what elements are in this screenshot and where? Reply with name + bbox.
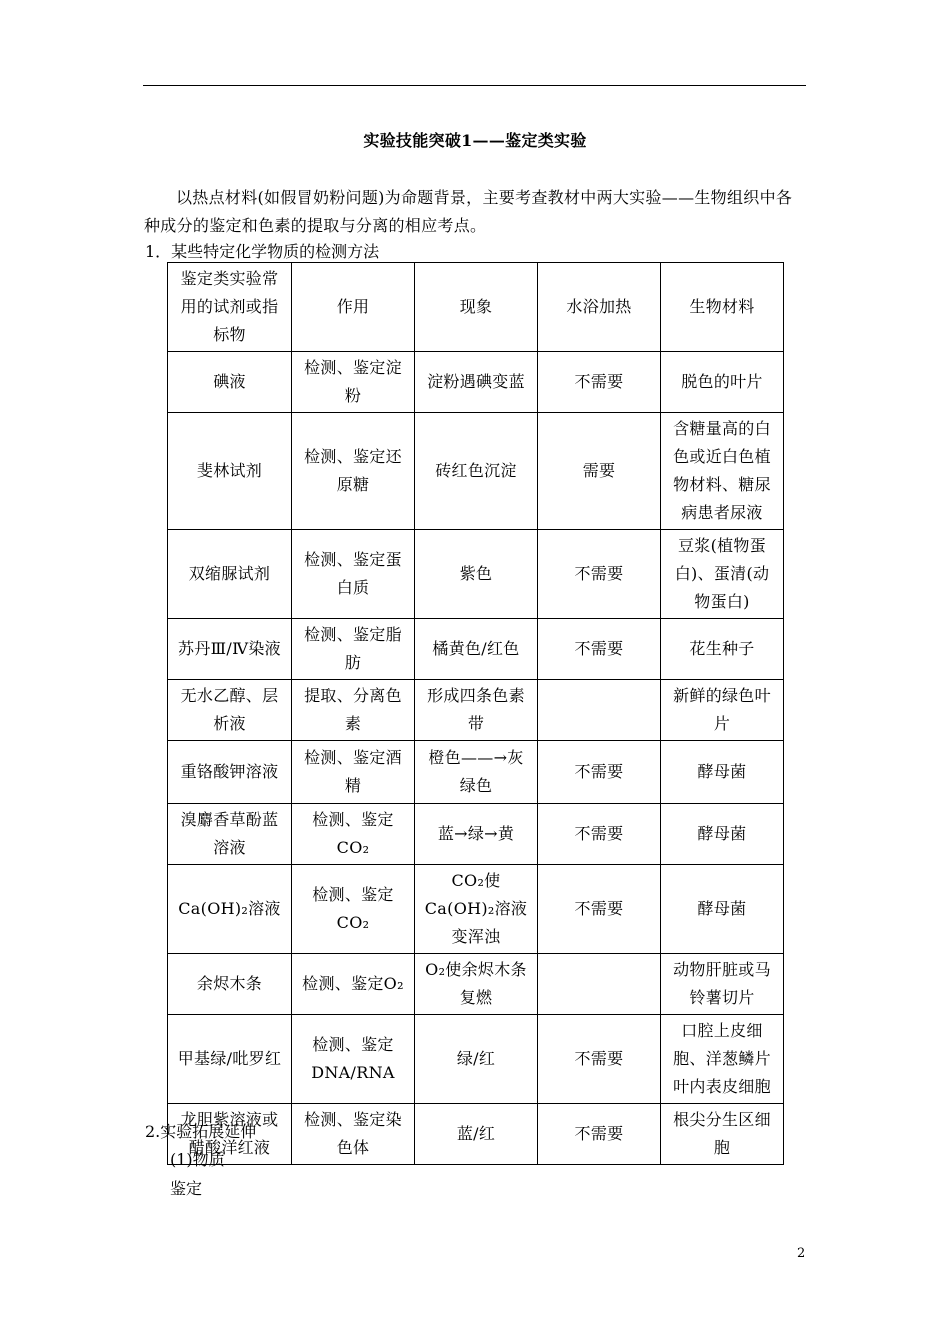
cell-function: 检测、鉴定脂肪 xyxy=(292,619,415,680)
header-cell-function: 作用 xyxy=(292,263,415,352)
cell-phenomenon: 淀粉遇碘变蓝 xyxy=(415,352,538,413)
table-row xyxy=(168,1015,784,1104)
table-row xyxy=(168,352,784,413)
section-heading-2: 2.实验拓展延伸 xyxy=(145,1122,257,1141)
cell-material: 花生种子 xyxy=(661,619,784,680)
cell-water-bath: 不需要 xyxy=(538,530,661,619)
table-row xyxy=(168,865,784,954)
table-row xyxy=(168,619,784,680)
cell-material: 酵母菌 xyxy=(661,741,784,804)
table-row xyxy=(168,741,784,804)
cell-reagent: 甲基绿/吡罗红 xyxy=(168,1015,292,1104)
cell-material: 动物肝脏或马铃薯切片 xyxy=(661,954,784,1015)
cell-reagent: 碘液 xyxy=(168,352,292,413)
cell-reagent: 余烬木条 xyxy=(168,954,292,1015)
table-row xyxy=(168,1104,784,1165)
table-row xyxy=(168,804,784,865)
cell-water-bath xyxy=(538,680,661,741)
table-row xyxy=(168,954,784,1015)
cell-water-bath: 不需要 xyxy=(538,352,661,413)
cell-reagent: 无水乙醇、层析液 xyxy=(168,680,292,741)
cell-function: 检测、鉴定淀粉 xyxy=(292,352,415,413)
cell-material: 含糖量高的白色或近白色植物材料、糖尿病患者尿液 xyxy=(661,413,784,530)
section-heading-1: 1．某些特定化学物质的检测方法 xyxy=(145,242,380,261)
reagent-table-body xyxy=(168,263,784,1165)
cell-water-bath: 不需要 xyxy=(538,1015,661,1104)
cell-phenomenon: 蓝→绿→黄 xyxy=(415,804,538,865)
cell-material: 根尖分生区细胞 xyxy=(661,1104,784,1165)
header-cell-material: 生物材料 xyxy=(661,263,784,352)
subsection-heading: (1)物质 xyxy=(170,1150,225,1169)
cell-water-bath xyxy=(538,954,661,1015)
cell-material: 新鲜的绿色叶片 xyxy=(661,680,784,741)
cell-water-bath: 不需要 xyxy=(538,865,661,954)
cell-water-bath: 需要 xyxy=(538,413,661,530)
cell-function: 检测、鉴定DNA/RNA xyxy=(292,1015,415,1104)
cell-function: 提取、分离色素 xyxy=(292,680,415,741)
cell-reagent: 斐林试剂 xyxy=(168,413,292,530)
cell-water-bath: 不需要 xyxy=(538,804,661,865)
intro-paragraph: 以热点材料(如假冒奶粉问题)为命题背景，主要考查教材中两大实验——生物组织中各种成分的鉴定和色素的提取与分离的相应考点。 xyxy=(144,188,793,235)
cell-phenomenon: 橙色——→灰绿色 xyxy=(415,741,538,804)
page-number: 2 xyxy=(797,1246,806,1261)
cell-phenomenon: 橘黄色/红色 xyxy=(415,619,538,680)
table-row xyxy=(168,413,784,530)
cell-phenomenon: 蓝/红 xyxy=(415,1104,538,1165)
cell-reagent: 双缩脲试剂 xyxy=(168,530,292,619)
header-cell-phenomenon: 现象 xyxy=(415,263,538,352)
table-row xyxy=(168,680,784,741)
cell-reagent: Ca(OH)₂溶液 xyxy=(168,865,292,954)
table-row xyxy=(168,530,784,619)
cell-phenomenon: O₂使余烬木条复燃 xyxy=(415,954,538,1015)
header-cell-reagent: 鉴定类实验常用的试剂或指标物 xyxy=(168,263,292,352)
cell-material: 酵母菌 xyxy=(661,865,784,954)
cell-phenomenon: CO₂使Ca(OH)₂溶液变浑浊 xyxy=(415,865,538,954)
reagent-table xyxy=(167,262,784,1165)
cell-function: 检测、鉴定染色体 xyxy=(292,1104,415,1165)
cell-phenomenon: 形成四条色素带 xyxy=(415,680,538,741)
cell-function: 检测、鉴定还原糖 xyxy=(292,413,415,530)
cell-phenomenon: 砖红色沉淀 xyxy=(415,413,538,530)
cell-material: 豆浆(植物蛋白)、蛋清(动物蛋白) xyxy=(661,530,784,619)
header-rule xyxy=(143,85,806,86)
cell-reagent: 溴麝香草酚蓝溶液 xyxy=(168,804,292,865)
cell-function: 检测、鉴定酒精 xyxy=(292,741,415,804)
cell-water-bath: 不需要 xyxy=(538,1104,661,1165)
header-cell-water-bath: 水浴加热 xyxy=(538,263,661,352)
cell-phenomenon: 紫色 xyxy=(415,530,538,619)
cell-material: 口腔上皮细胞、洋葱鳞片叶内表皮细胞 xyxy=(661,1015,784,1104)
page-title: 实验技能突破1——鉴定类实验 xyxy=(363,131,587,150)
cell-material: 脱色的叶片 xyxy=(661,352,784,413)
cell-material: 酵母菌 xyxy=(661,804,784,865)
cell-reagent: 苏丹Ⅲ/Ⅳ染液 xyxy=(168,619,292,680)
cell-reagent: 重铬酸钾溶液 xyxy=(168,741,292,804)
cell-phenomenon: 绿/红 xyxy=(415,1015,538,1104)
cell-function: 检测、鉴定蛋白质 xyxy=(292,530,415,619)
cell-function: 检测、鉴定CO₂ xyxy=(292,804,415,865)
cell-water-bath: 不需要 xyxy=(538,619,661,680)
cell-reagent: 龙胆紫溶液或醋酸洋红液 xyxy=(168,1104,292,1165)
cell-water-bath: 不需要 xyxy=(538,741,661,804)
subsection-text: 鉴定 xyxy=(170,1179,203,1198)
cell-function: 检测、鉴定O₂ xyxy=(292,954,415,1015)
cell-function: 检测、鉴定CO₂ xyxy=(292,865,415,954)
table-header-row xyxy=(168,263,784,352)
